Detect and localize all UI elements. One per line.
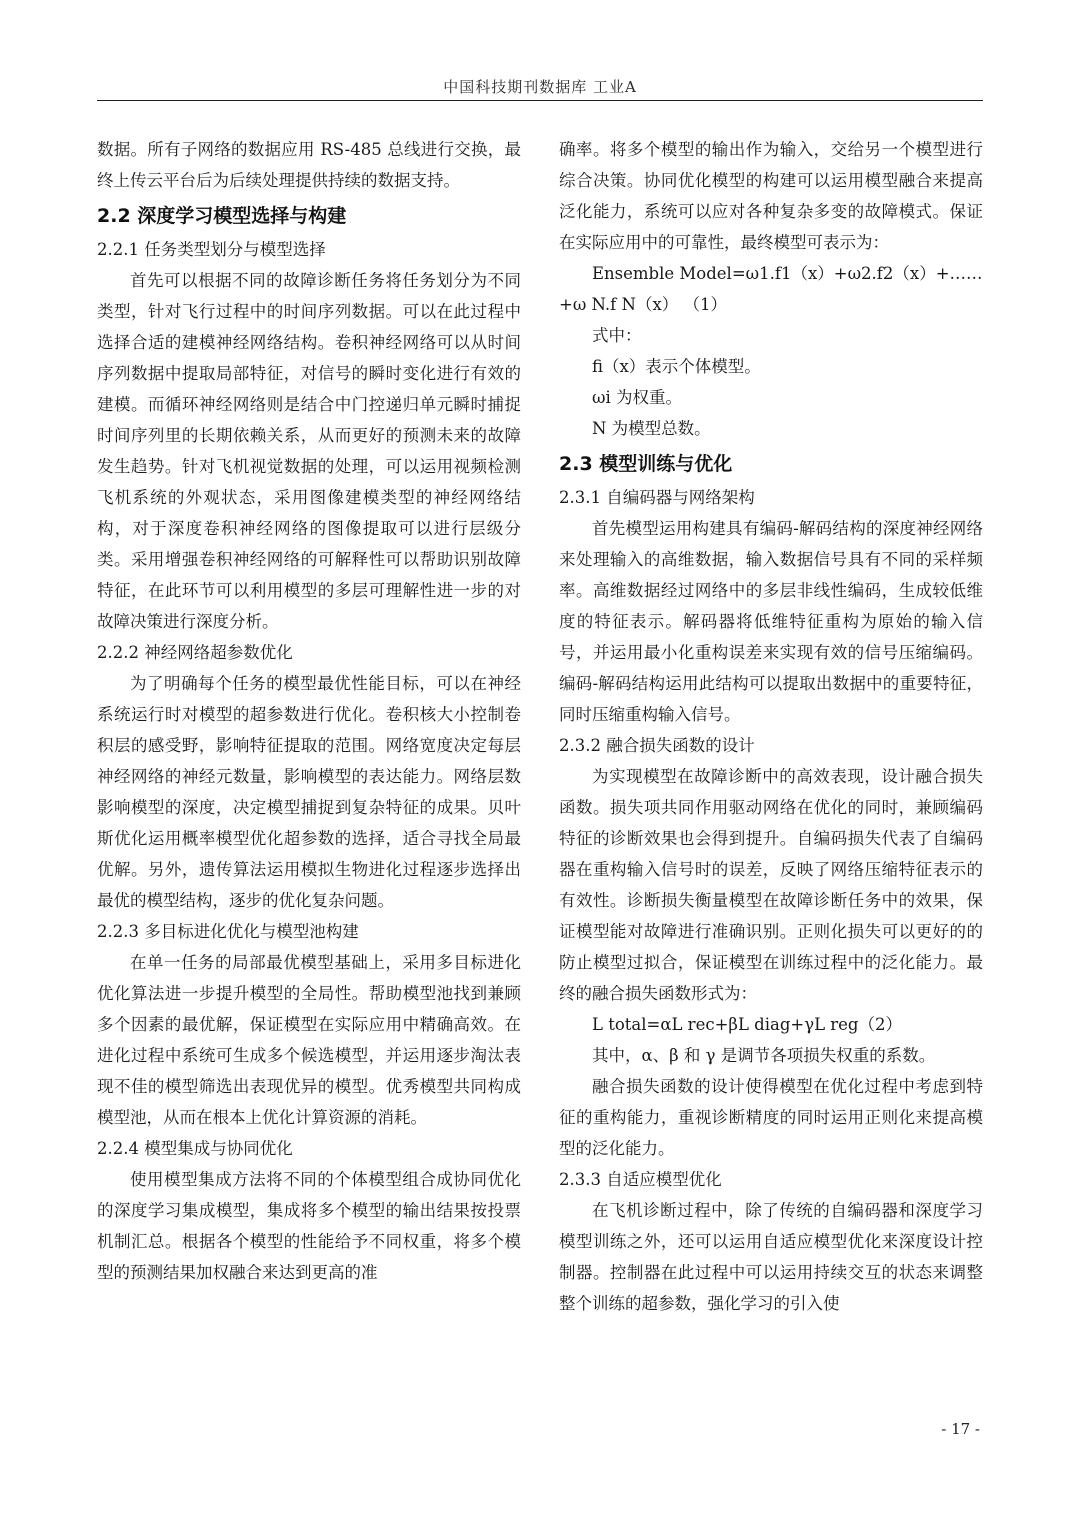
paragraph-coefficients: 其中，α、β 和 γ 是调节各项损失权重的系数。 (592, 1046, 936, 1065)
formula-definition: N 为模型总数。 (592, 419, 711, 438)
subsection-heading-2-3-3: 2.3.3 自适应模型优化 (559, 1170, 722, 1189)
formula-2: L total=αL rec+βL diag+γL reg（2） (592, 1015, 902, 1034)
subsection-heading-2-2-3: 2.2.3 多目标进化优化与模型池构建 (97, 922, 359, 941)
paragraph-continued: 数据。所有子网络的数据应用 RS-485 总线进行交换，最终上传云平台后为后续处理提供持续的数据支持。 (97, 140, 521, 190)
formula-definition: ωi 为权重。 (592, 388, 682, 407)
header-divider (97, 100, 983, 101)
paragraph-2-3-2: 为实现模型在故障诊断中的高效表现，设计融合损失函数。损失项共同作用驱动网络在优化的同时，兼顾编码特征的诊断效果也会得到提升。自编码损失代表了自编码器在重构输入信号时的误差，反映了网络压缩特征表示的有效性。诊断损失衡量模型在故障诊断任务中的效果，保证模型能对故障进行准确识别。正则化损失可以更好的的防止模型过拟合，保证模型在训练过程中的泛化能力。最终的融合损失函数形式为： (559, 767, 983, 1003)
subsection-heading-2-3-1: 2.3.1 自编码器与网络架构 (559, 488, 755, 507)
journal-header: 中国科技期刊数据库 工业A (443, 78, 637, 96)
left-column (97, 134, 521, 1288)
right-column (559, 134, 983, 1319)
subsection-heading-2-2-1: 2.2.1 任务类型划分与模型选择 (97, 240, 326, 259)
section-heading-2-2: 2.2 深度学习模型选择与构建 (97, 205, 347, 227)
paragraph-2-3-1: 首先模型运用构建具有编码-解码结构的深度神经网络来处理输入的高维数据，输入数据信号具有不同的采样频率。高维数据经过网络中的多层非线性编码，生成较低维度的特征表示。解码器将低维特征重构为原始的输入信号，并运用最小化重构误差来实现有效的信号压缩编码。编码-解码结构运用此结构可以提取出数据中的重要特征，同时压缩重构输入信号。 (559, 519, 983, 724)
page-number: - 17 - (941, 1420, 980, 1438)
formula-where-label: 式中： (592, 326, 642, 345)
subsection-heading-2-2-4: 2.2.4 模型集成与协同优化 (97, 1139, 293, 1158)
subsection-heading-2-3-2: 2.3.2 融合损失函数的设计 (559, 736, 755, 755)
paragraph-2-2-2: 为了明确每个任务的模型最优性能目标，可以在神经系统运行时对模型的超参数进行优化。卷积核大小控制卷积层的感受野，影响特征提取的范围。网络宽度决定每层神经网络的神经元数量，影响模型的表达能力。网络层数影响模型的深度，决定模型捕捉到复杂特征的成果。贝叶斯优化运用概率模型优化超参数的选择，适合寻找全局最优解。另外，遗传算法运用模拟生物进化过程逐步选择出最优的模型结构，逐步的优化复杂问题。 (97, 674, 521, 910)
subsection-heading-2-2-2: 2.2.2 神经网络超参数优化 (97, 643, 293, 662)
paragraph-continued: 确率。将多个模型的输出作为输入，交给另一个模型进行综合决策。协同优化模型的构建可以运用模型融合来提高泛化能力，系统可以应对各种复杂多变的故障模式。保证在实际应用中的可靠性，最终模型可表示为： (559, 140, 983, 252)
formula-1-line-2: +ω N.f N（x） （1） (559, 295, 727, 314)
formula-1-line-1: Ensemble Model=ω1.f1（x）+ω2.f2（x）+…… (592, 264, 983, 283)
paragraph-2-2-3: 在单一任务的局部最优模型基础上，采用多目标进化优化算法进一步提升模型的全局性。帮助模型池找到兼顾多个因素的最优解，保证模型在实际应用中精确高效。在进化过程中系统可生成多个候选模型，并运用逐步淘汰表现不佳的模型筛选出表现优异的模型。优秀模型共同构成模型池，从而在根本上优化计算资源的消耗。 (97, 953, 521, 1127)
section-heading-2-3: 2.3 模型训练与优化 (559, 453, 733, 475)
paragraph-2-2-4: 使用模型集成方法将不同的个体模型组合成协同优化的深度学习集成模型，集成将多个模型的输出结果按投票机制汇总。根据各个模型的性能给予不同权重，将多个模型的预测结果加权融合来达到更高的准 (97, 1170, 521, 1282)
paragraph-fusion-loss: 融合损失函数的设计使得模型在优化过程中考虑到特征的重构能力，重视诊断精度的同时运用正则化来提高模型的泛化能力。 (559, 1077, 983, 1158)
paragraph-2-3-3: 在飞机诊断过程中，除了传统的自编码器和深度学习模型训练之外，还可以运用自适应模型优化来深度设计控制器。控制器在此过程中可以运用持续交互的状态来调整整个训练的超参数，强化学习的引入使 (559, 1201, 983, 1313)
formula-definition: fi（x）表示个体模型。 (592, 357, 761, 376)
paragraph-2-2-1: 首先可以根据不同的故障诊断任务将任务划分为不同类型，针对飞行过程中的时间序列数据。可以在此过程中选择合适的建模神经网络结构。卷积神经网络可以从时间序列数据中提取局部特征，对信号的瞬时变化进行有效的建模。而循环神经网络则是结合中门控递归单元瞬时捕捉时间序列里的长期依赖关系，从而更好的预测未来的故障发生趋势。针对飞机视觉数据的处理，可以运用视频检测飞机系统的外观状态，采用图像建模类型的神经网络结构，对于深度卷积神经网络的图像提取可以进行层级分类。采用增强卷积神经网络的可解释性可以帮助识别故障特征，在此环节可以利用模型的多层可理解性进一步的对故障决策进行深度分析。 (97, 271, 521, 631)
